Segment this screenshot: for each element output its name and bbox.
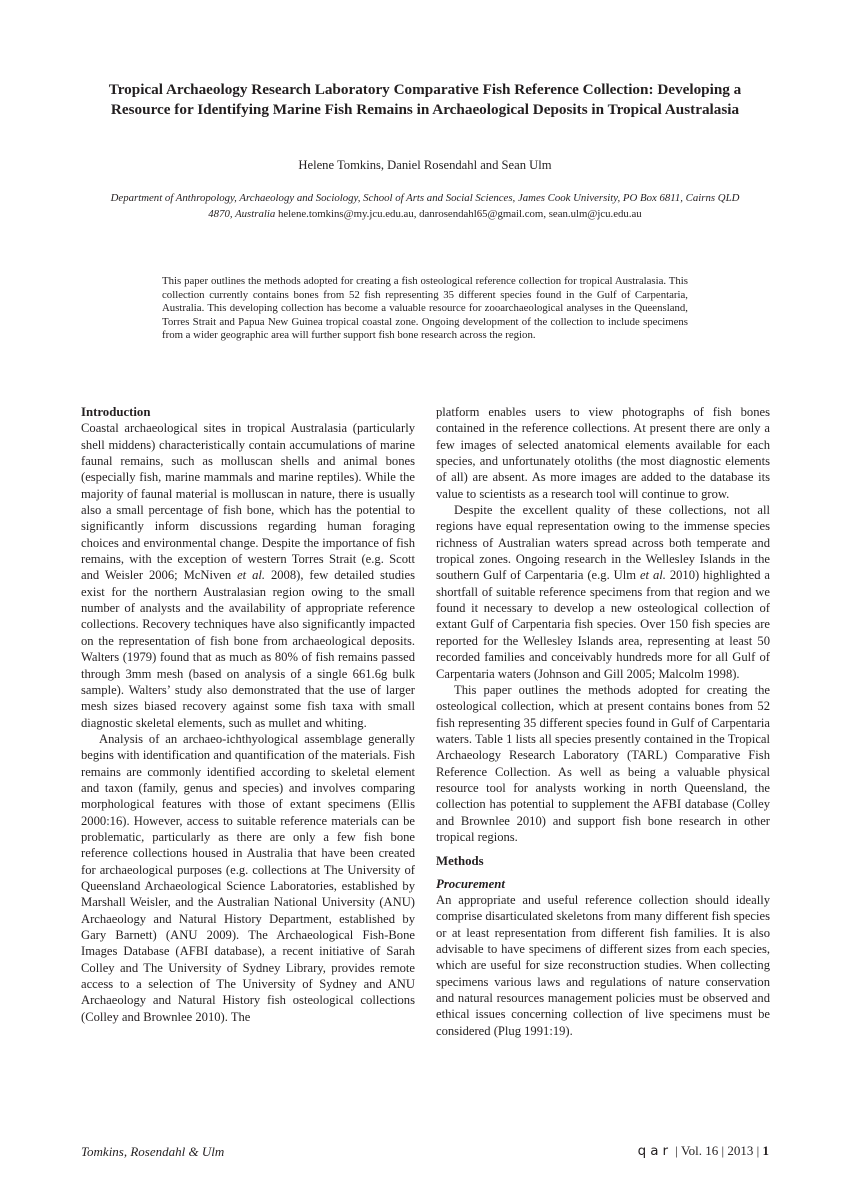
procurement-subheading: Procurement	[436, 876, 505, 891]
journal-logo: qar	[637, 1143, 673, 1159]
page-number: 1	[762, 1143, 769, 1158]
methods-paragraph-1: An appropriate and useful reference collection should ideally comprise disarticulated skeletons from many different fish species or at least representation from different fish families. It is also advisable to have specimens of different sizes from each species, which are useful for size reconstruction studies. When collecting specimens various laws and regulations of nature conservation and natural resources management policies must be observed and ethical issues concerning collection of live specimens must be considered (Plug 1991:19).	[436, 892, 770, 1038]
intro-paragraph-2: Analysis of an archaeo-ichthyological assemblage generally begins with identification and quantification of the materials. Fish remains are commonly identified according to skeletal element and taxon (family, genus and species) and involves comparing morphological features with those of extant specimens (Ellis 2000:16). However, access to suitable reference materials can be problematic, particularly as there are only a few fish bone reference collections housed in Australia that have been created for archaeological purposes (e.g. collections at The University of Queensland Archaeological Science Laboratories, established by Marshall Weisler, and the Australian National University (ANU) Archaeology and Natural History Department, established by Gary Barnett) (ANU 2009). The Archaeological Fish-Bone Images Database (AFBI database), a recent initiative of Sarah Colley and The University of Sydney Library, provides remote access to a selection of The University of Sydney and ANU Archaeology and Natural History fish osteological collections (Colley and Brownlee 2010). The	[81, 731, 415, 1024]
paper-authors: Helene Tomkins, Daniel Rosendahl and Sean Ulm	[298, 158, 552, 172]
methods-heading: Methods	[436, 854, 484, 869]
introduction-heading: Introduction	[81, 405, 151, 419]
footer-journal-info: qar | Vol. 16 | 2013 | 1	[637, 1143, 769, 1159]
intro-paragraph-3: platform enables users to view photographs of fish bones contained in the reference collections. At present there are only a few images of selected anatomical elements available for each species, and unfortunately otoliths (the most diagnostic elements of all) are absent. As more images are added to the database its value to scientists as a research tool will continue to grow.	[436, 405, 770, 501]
paper-title: Tropical Archaeology Research Laboratory Comparative Fish Reference Collection: Developing a Resource for Identifying Marine Fish Remains in Archaeological Deposits in Tropical Australasia	[108, 81, 742, 118]
affiliation-address: Department of Anthropology, Archaeology and Sociology, School of Arts and Social Sciences, James Cook University, PO Box 6811, Cairns QLD 4870, Australia	[110, 192, 740, 220]
volume: Vol. 16	[680, 1143, 719, 1158]
footer-authors: Tomkins, Rosendahl & Ulm	[81, 1144, 225, 1159]
intro-paragraph-5: This paper outlines the methods adopted for creating the osteological collection, which at present contains bones from 52 fish representing 35 different species found in Gulf of Carpentaria waters. Table 1 lists all species presently contained in the Tropical Archaeology Research Laboratory (TARL) Comparative Fish Reference Collection. As well as being a valuable physical resource tool for analysts working in north Queensland, the collection has potential to supplement the AFBI database (Colley and Brownlee 2010) and support fish bone research in other tropical regions.	[436, 682, 770, 844]
year: 2013	[727, 1143, 754, 1158]
author-emails: helene.tomkins@my.jcu.edu.au, danrosendahl65@gmail.com, sean.ulm@jcu.edu.au	[277, 208, 642, 220]
left-column	[81, 404, 415, 1025]
intro-paragraph-4: Despite the excellent quality of these collections, not all regions have equal representation owing to the immense species richness of Australian waters spread across both temperate and tropical zones. Ongoing research in the Wellesley Islands in the southern Gulf of Carpentaria (e.g. Ulm et al. 2010) highlighted a shortfall of suitable reference specimens from that region and we found it necessary to develop a new osteological collection of extant Gulf of Carpentaria fish species. Over 150 fish species are reported for the Wellesley Islands area, representing at least 50 recorded families and conceivably hundreds more for all Gulf of Carpentaria waters (Johnson and Gill 2005; Malcolm 1998).	[436, 503, 770, 681]
intro-paragraph-1: Coastal archaeological sites in tropical Australasia (particularly shell middens) characteristically contain accumulations of marine faunal remains, such as molluscan shells and animal bones (especially fish, marine mammals and marine reptiles). While the majority of faunal material is molluscan in nature, there is usually also a small percentage of fish bone, which has the potential to significantly inform discussions regarding human foraging choices and environmental change. Despite the importance of fish remains, with the exception of western Torres Strait (e.g. Scott and Weisler 2006; McNiven et al. 2008), few detailed studies exist for the northern Australasian region owing to the small number of analysts and the availability of appropriate reference collections. Recovery techniques have also significantly impacted on the representation of fish bone from archaeological deposits. Walters (1979) found that as much as 80% of fish remains passed through 3mm mesh (based on analysis of a single 661.6g bulk sample). Walters’ study also demonstrated that the use of larger mesh sizes biased recovery against some fish taxa with small diagnostic skeletal elements, such as mullet and whiting.	[81, 421, 415, 730]
right-column	[436, 404, 770, 1039]
abstract: This paper outlines the methods adopted for creating a fish osteological reference collection for tropical Australasia. This collection currently contains bones from 52 fish representing 35 different species found in the Gulf of Carpentaria, Australia. This developing collection has become a valuable resource for zooarchaeological analyses in the Queensland, Torres Strait and Papua New Guinea tropical coastal zone. Ongoing development of the collection to include specimens from a wider geographic area will further support fish bone research across the region.	[162, 275, 688, 341]
affiliation	[110, 190, 740, 222]
